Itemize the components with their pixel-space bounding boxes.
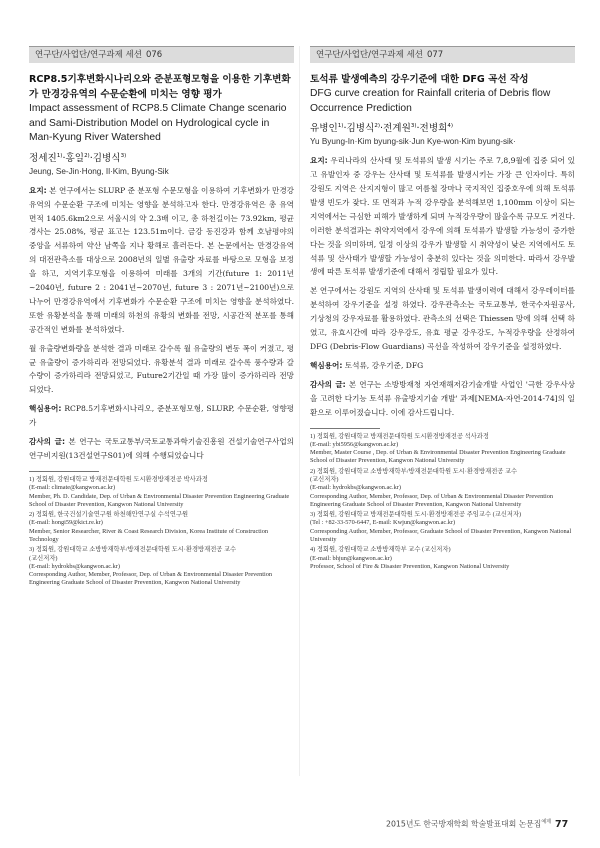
abstract: 요지: 본 연구에서는 SLURP 준 분포형 수문모형을 이용하여 기후변화가 만경강유역의 수문순환 구조에 미치는 영향을 분석하고자 한다. 만경강유역은 총 유역면적 1405.6km2으로 서울시의 약 2.3배 이고, 총 하천길이는 73.92km, 평균 경사는 25.08%, 평균 표고는 123.51m이다. 금강 동진강과 함께 호남평야의 중앙을 서류하여 약산 남쪽을 지나 황해로 흘러든다. 본 논문에서는 만경강유역의 대전관측소를 대상으로 2008년의 일별 유출량 자료를 바탕으로 모형을 보정을 하고, 지역기후모형을 이용하여 미래를 3개의 기간(future 1: 2011년~2040년, future 2 : 2041년~2070년, future 3 : 2071년~2100년)으로 나누어 만경강유역에서 기후변화가 수문순환 구조에 미치는 영향을 분석하였다. 또한 유황분석을 통해 미래의 하천의 유황의 변화를 전망, 시공간적 분포를 통해 공간적인 변화를 분석하였다.	[29, 185, 294, 334]
footnote-item: 2) 정회원, 한국건설기술연구원 하천해안연구실 수석연구원 (E-mail: hongi59@kict.re.kr) Member, Senior Researcher, River & Coast Research Division, Korea Institute of Construction Technology	[29, 511, 269, 543]
column-divider	[299, 46, 300, 776]
keywords: 핵심용어: 토석류, 강우기준, DFG	[310, 360, 424, 370]
footnote-item: 4) 정회원, 강원대학교 소방방재학부 교수 (교신저자) (E-mail: bhjun@kangwon.ac.kr) Professor, School of Fire & Disaster Prevention, Kangwon National University	[310, 546, 510, 570]
authors-english: Yu Byung-In·Kim byung-sik·Jun Kye-won·Kim byung-sik·	[310, 137, 516, 147]
footnote-item: 1) 정회원, 강원대학교 방재전문대학원 도시환경방재전공 박사과정 (E-mail: climate@kangwon.ac.kr) Member, Ph. D. Candidate, Dep. of Urban & Environmental Disaster Prevention Engineering Graduate School of Disaster Prevention, Kangwon National University	[29, 475, 290, 508]
footer-mark: 예제	[541, 819, 551, 825]
left-article	[29, 0, 294, 590]
footnotes	[310, 433, 575, 572]
abstract-continued: 월 유출량변화량을 분석한 결과 미래로 갈수록 월 유출량의 변동 폭이 커졌고, 평균 유출량이 증가하리라 전망되었다. 유황분석 결과 미래로 갈수록 풍수량과 갈수량이 증가하리라 전망되었고, Future2기간일 때 가장 많이 증가하리라 전망되었다.	[29, 343, 294, 395]
section-header	[310, 46, 575, 63]
footnote-item: 3) 정회원, 강원대학교 방재전문대학원 도시·환경방재전공 주임교수 (교신저자) (Tel : +82-33-570-6447, E-mail: Kwjun@kangwon.ac.kr) Corresponding Author, Member, Professor, Graduate School of Disaster Prevention, Kangwon National University	[310, 511, 572, 544]
section-label: 연구단/사업단/연구과제 세션	[35, 50, 142, 60]
acknowledgement: 감사의 글: 본 연구는 소방방재청 자연재해저감기술개발 사업인 '극한 강우사상을 고려한 다기능 토석류 유출방지기술 개발' 과제[NEMA-자연-2014-74]의 일환으로 이루어졌습니다. 이에 감사드립니다.	[310, 379, 575, 417]
acknowledgement: 감사의 글: 본 연구는 국토교통부/국토교통과학기술진흥원 건설기술연구사업의 연구비지원(13건설연구S01)에 의해 수행되었습니다	[29, 437, 294, 460]
footnote-item: 1) 정회원, 강원대학교 방재전문대학원 도시환경방재전공 석사과정 (E-mail: ybi5956@kangwon.ac.kr) Member, Master Course , Dep. of Urban & Environmental Disaster Prevention Engineering Graduate School of Disaster Prevention, Kangwon National University	[310, 432, 566, 465]
authors-korean: 정세진$^{1)}$·홍일$^{2)}$·김병식$^{3)}$	[29, 152, 127, 164]
abstract: 요지: 우리나라의 산사태 및 토석류의 발생 시기는 주로 7,8,9월에 집중 되어 있고 유발인자 중 강우는 산사태 및 토석류를 발생시키는 가장 큰 인자이다. 특히 강원도 지역은 산지지형이 많고 여름철 장마나 국지적인 집중호우에 의해 토석류 발생 빈도가 잦다. 또 면적과 누적 강우량을 분석해보면 1,100mm 이상이 되는 지역에서는 극심한 피해가 발생하게 되며 누적강우량이 많을수록 규모도 커진다. 이러한 분석결과는 취약지역에서 강우에 의해 토석류가 발생할 가능성이 증가한다는 것을 의미하며, 일정 이상의 강우가 발생할 시 취약성이 낮은 지역에서도 토석류 및 산사태가 발생할 가능성이 충분히 있다는 것을 의미한다. 따라서 강우발생에 따른 토석류 발생기준에 대해서 정립할 필요가 있다.	[310, 156, 575, 277]
footnotes	[29, 476, 294, 588]
article-title-english: Impact assessment of RCP8.5 Climate Change scenario and Sami-Distribution Model on Hydrological cycle in Man-Kyung River Watershed	[29, 103, 287, 143]
article-title-korean: RCP8.5기후변화시나리오와 준분포형모형을 이용한 기후변화가 만경강유역의 수문순환에 미치는 영향 평가	[29, 74, 291, 100]
section-code: 076	[145, 50, 163, 60]
page-number: 77	[555, 818, 569, 830]
article-title-english: DFG curve creation for Rainfall criteria of Debris flow Occurrence Prediction	[310, 88, 551, 114]
section-header	[29, 46, 294, 63]
section-label: 연구단/사업단/연구과제 세션	[316, 50, 423, 60]
keywords: 핵심용어: RCP8.5기후변화시나리오, 준분포형모형, SLURP, 수문순환, 영향평가	[29, 404, 294, 428]
footnote-divider	[310, 428, 380, 429]
authors-english: Jeung, Se-Jin·Hong, Il·Kim, Byung-Sik	[29, 166, 169, 176]
article-title-korean: 토석류 발생예측의 강우기준에 대한 DFG 곡선 작성	[310, 74, 529, 85]
footer-text: 2015년도 한국방재학회 학술발표대회 논문집	[386, 819, 542, 829]
right-article	[310, 0, 575, 573]
abstract-continued: 본 연구에서는 강원도 지역의 산사태 및 토석류 발생이력에 대해서 강우데이터를 분석하여 강우기준을 설정 하였다. 강우관측소는 국토교통부, 한국수자원공사, 기상청의 강우자료를 활용하였다. 관측소의 선택은 Thiessen 망에 의해 선택 하였고, 유효시간에 따라 강우강도, 유효 평균 강우강도, 누적강우량을 산정하여 DFG (Debris-Flow Guardians) 곡선을 작성하여 강우기준을 설정하였다.	[310, 286, 575, 351]
page-footer	[386, 818, 568, 830]
authors-korean: 유병인$^{1)}$·김병식$^{2)}$·전계원$^{3)}$·전병희$^{4)}$	[310, 123, 454, 135]
section-code: 077	[426, 50, 444, 60]
footnote-item: 3) 정회원, 강원대학교 소방방재학부/방재전문대학원 도시·환경방재전공 교수 (교신저자) (E-mail: hydrokbs@kangwon.ac.kr) Corresponding Author, Member, Professor, Dep. of Urban & Environmental Disaster Prevention Engineering Graduate School of Disaster Prevention, Kangwon National University	[29, 546, 273, 587]
footnote-item: 2) 정회원, 강원대학교 소방방재학부/방재전문대학원 도시·환경방재전공 교수 (교신저자) (E-mail: hydrokbs@kangwon.ac.kr) Corresponding Author, Member, Professor, Dep. of Urban & Environmental Disaster Prevention Engineering Graduate School of Disaster Prevention, Kangwon National University	[310, 467, 554, 508]
footnote-divider	[29, 471, 99, 472]
